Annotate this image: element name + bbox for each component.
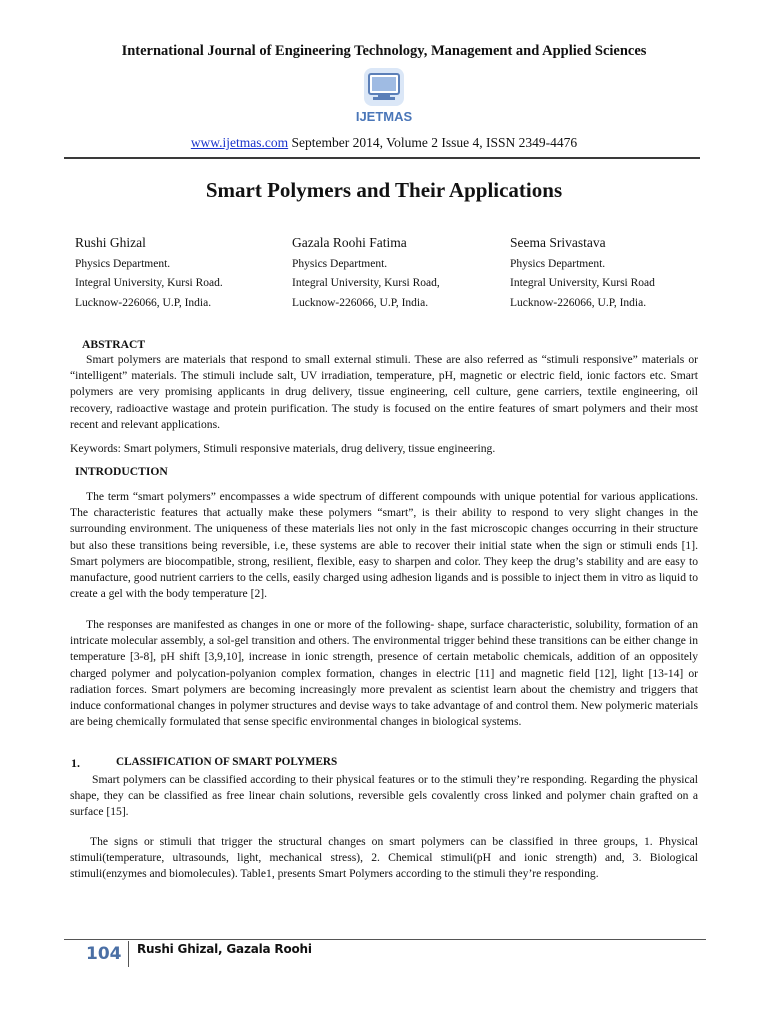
footer-separator <box>128 941 129 967</box>
svg-text:IJETMAS: IJETMAS <box>355 109 413 124</box>
abstract-heading: ABSTRACT <box>82 338 146 351</box>
introduction-heading: INTRODUCTION <box>75 465 168 478</box>
author-city: Lucknow-226066, U.P, India. <box>292 296 429 309</box>
author-department: Physics Department. <box>75 257 171 270</box>
introduction-paragraph-2: The responses are manifested as changes in one or more of the following- shape, surface characteristic, solubility, formation of an intricate molecular assembly, a sol-gel transition and others. The environmental trigger behind these transitions can be either change in temperature [3-8], pH shift [3,9,10], increase in ionic strength, presence of certain metabolic chemicals, addition of an oppositely charged polymer and polycation-polyanion complex formation, changes in electric [11] and magnetic field [12], light [13-14] or radiation forces. Smart polymers are becoming increasingly more prevalent as scientist learn about the chemistry and triggers that induce conformational changes in polymer structures and devise ways to take advantage of and control them. New polymeric materials are being chemically formulated that sense specific environmental changes in biological systems. <box>70 618 698 729</box>
issue-line <box>0 135 768 151</box>
section-paragraph-2: The signs or stimuli that trigger the structural changes on smart polymers can be classified in three groups, 1. Physical stimuli(temperature, ultrasounds, light, mechanical stress), 2. Chemical stimuli(pH and ionic strength) and, 3. Biological stimuli(enzymes and biomolecules). Table1, presents Smart Polymers according to the stimuli they’re responding. <box>70 835 698 881</box>
author-name: Rushi Ghizal <box>75 235 146 250</box>
author-city: Lucknow-226066, U.P, India. <box>510 296 647 309</box>
author-university: Integral University, Kursi Road, <box>292 277 440 289</box>
footer-divider <box>64 939 706 940</box>
page-number: 104 <box>86 944 122 964</box>
keywords: Keywords: Smart polymers, Stimuli responsive materials, drug delivery, tissue engineering. <box>70 442 496 455</box>
author-university: Integral University, Kursi Road. <box>75 277 223 289</box>
footer-authors: Rushi Ghizal, Gazala Roohi <box>137 942 312 956</box>
paper-title: Smart Polymers and Their Applications <box>205 178 563 202</box>
journal-website-link[interactable]: www.ijetmas.com <box>190 135 289 150</box>
author-block-3 <box>510 233 655 313</box>
introduction-paragraph-1: The term “smart polymers” encompasses a wide spectrum of different compounds with unique potential for various applications. The characteristic features that actually make these polymers “smart”, is their ability to respond to very slight changes in the surrounding environment. The uniqueness of these materials lies not only in the fast microscopic changes occurring in their structure but also these transitions being reversible, i.e, these systems are able to recover their initial state when the sign or stimuli ends [1]. Smart polymers are biocompatible, strong, resilient, flexible, easy to sharpen and color. They keep the drug’s stability and are easy to manufacture, good nutrient carriers to the cells, easily charged using adhesion ligands and is possible to inject them in vitro as liquid to create a gel with the body temperature [2]. <box>70 490 698 601</box>
journal-logo <box>344 66 424 124</box>
author-name: Seema Srivastava <box>510 235 606 250</box>
author-block-2 <box>292 233 440 313</box>
author-city: Lucknow-226066, U.P, India. <box>75 296 212 309</box>
abstract-text: Smart polymers are materials that respond to small external stimuli. These are also referred as “stimuli responsive” materials or “intelligent” materials. The stimuli include salt, UV irradiation, temperature, pH, magnetic or electric field, ionic factors etc. Smart polymers are very promising applicants in drug delivery, tissue engineering, cell culture, gene carriers, textile engineering, oil recovery, radioactive wastage and protein purification. The study is focused on the entire features of smart polymers and their most recent and relevant applications. <box>70 353 698 431</box>
ijetmas-logo-icon <box>344 66 424 124</box>
header-divider <box>64 157 700 159</box>
section-paragraph-1: Smart polymers can be classified according to their physical features or to the stimuli they’re responding. Regarding the physical shape, they can be classified as free linear chain solutions, reversible gels covalently cross linked and polymer chain grafted on a surface [15]. <box>70 773 698 819</box>
section-heading: CLASSIFICATION OF SMART POLYMERS <box>116 756 338 768</box>
author-university: Integral University, Kursi Road <box>510 277 655 289</box>
issue-info: September 2014, Volume 2 Issue 4, ISSN 2349-4476 <box>291 135 578 150</box>
author-block-1 <box>75 233 223 313</box>
author-department: Physics Department. <box>510 257 606 270</box>
author-department: Physics Department. <box>292 257 388 270</box>
section-number: 1. <box>71 756 80 770</box>
journal-title: International Journal of Engineering Technology, Management and Applied Sciences <box>121 43 647 59</box>
author-name: Gazala Roohi Fatima <box>292 235 407 250</box>
